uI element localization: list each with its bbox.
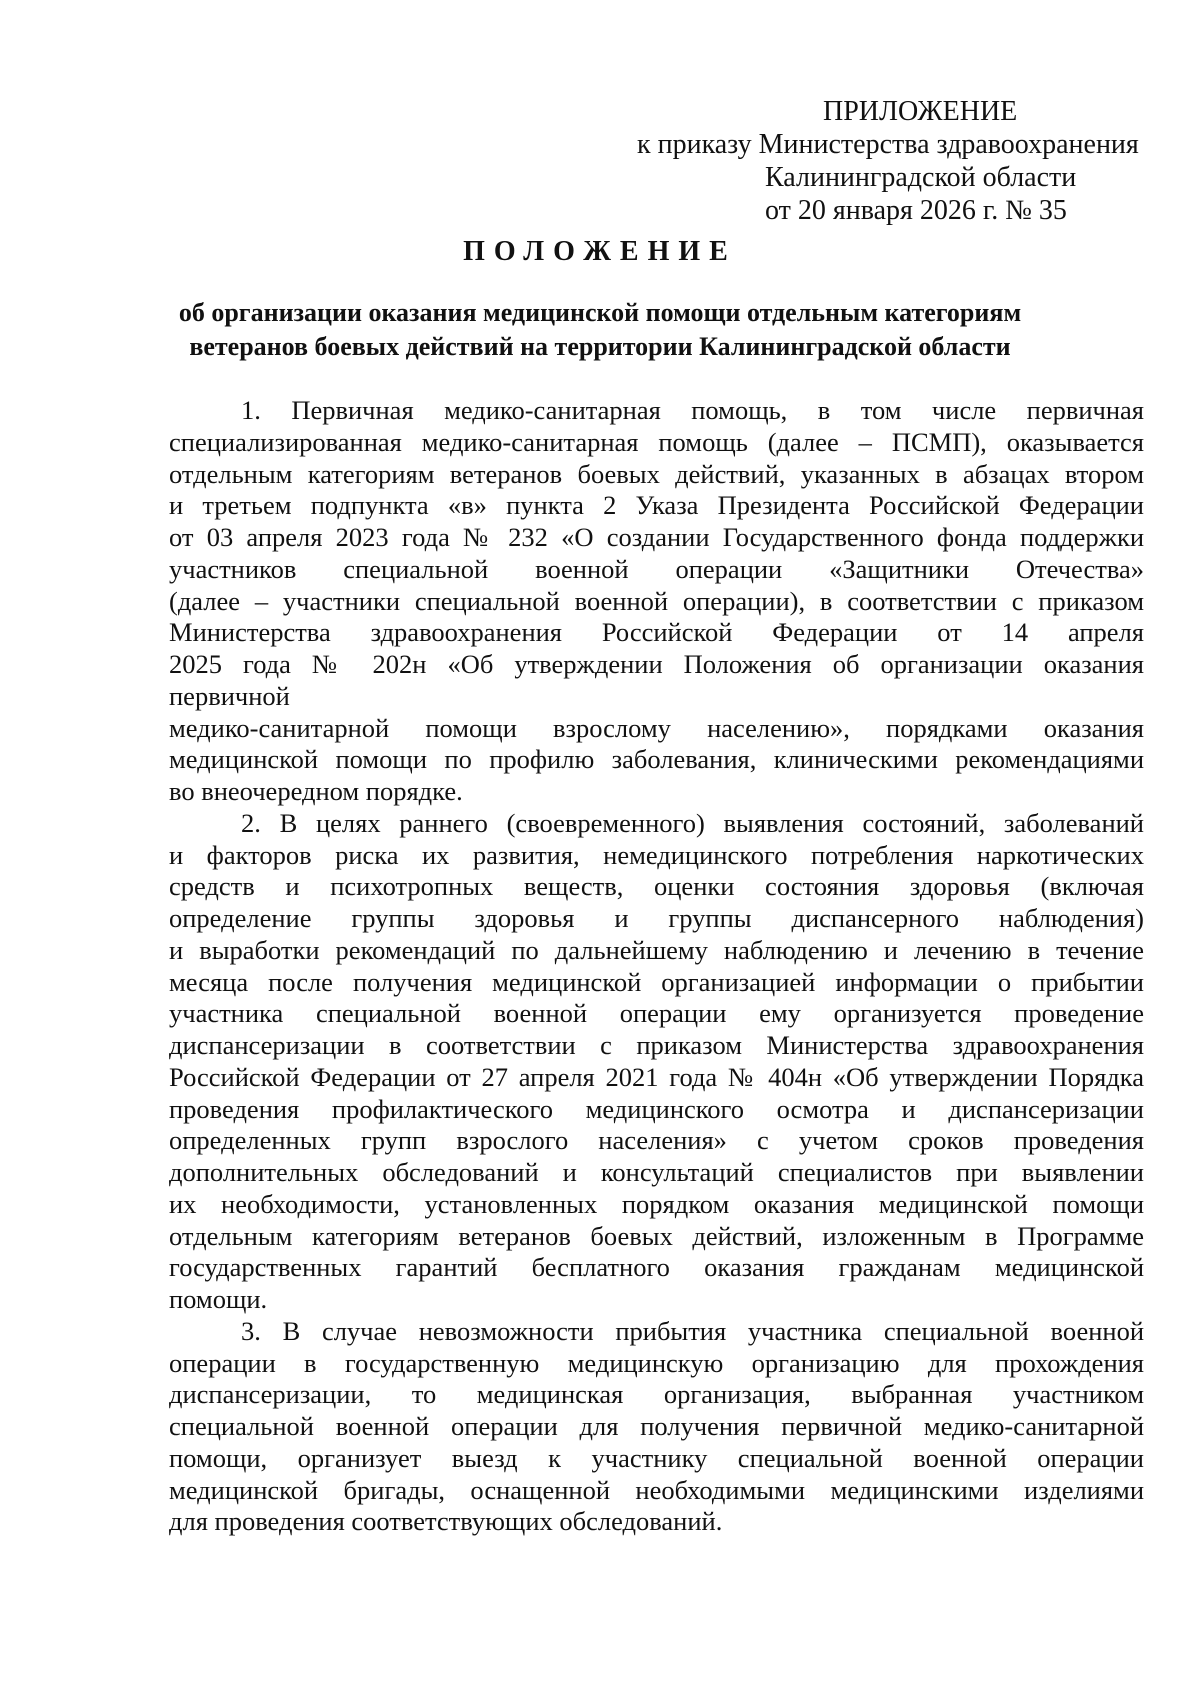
document-subtitle-line-1: об организации оказания медицинской помощи отдельным категориям: [178, 298, 1022, 327]
body-line: диспансеризации, то медицинская организация, выбранная участником: [169, 1379, 1144, 1410]
body-line: месяца после получения медицинской организацией информации о прибытии: [169, 966, 1144, 997]
body-line: участника специальной военной операции ему организуется проведение: [169, 998, 1144, 1029]
body-line: и третьем подпункта «в» пункта 2 Указа Президента Российской Федерации: [169, 490, 1144, 521]
body-line: государственных гарантий бесплатного оказания гражданам медицинской: [169, 1252, 1144, 1283]
body-line: медицинской помощи по профилю заболевания, клиническими рекомендациями: [169, 744, 1144, 775]
body-line: их необходимости, установленных порядком оказания медицинской помощи: [169, 1188, 1144, 1219]
body-line: отдельным категориям ветеранов боевых действий, указанных в абзацах втором: [169, 458, 1144, 489]
order-reference-line: к приказу Министерства здравоохранения: [637, 129, 1139, 160]
order-date-number: от 20 января 2026 г. № 35: [765, 195, 1067, 226]
body-line: (далее – участники специальной военной операции), в соответствии с приказом: [169, 585, 1144, 616]
appendix-label: ПРИЛОЖЕНИЕ: [823, 96, 1018, 127]
body-line: операции в государственную медицинскую организацию для прохождения: [169, 1347, 1144, 1378]
body-line: Министерства здравоохранения Российской Федерации от 14 апреля: [169, 617, 1144, 648]
body-line: и выработки рекомендаций по дальнейшему наблюдению и лечению в течение: [169, 934, 1144, 965]
body-line: медицинской бригады, оснащенной необходимыми медицинскими изделиями: [169, 1474, 1144, 1505]
body-line: первичной: [169, 680, 290, 711]
body-line: медико-санитарной помощи взрослому населению», порядками оказания: [169, 712, 1144, 743]
body-line: диспансеризации в соответствии с приказом Министерства здравоохранения: [169, 1030, 1144, 1060]
body-line: проведения профилактического медицинского осмотра и диспансеризации: [169, 1093, 1144, 1124]
body-line: помощи.: [169, 1284, 268, 1314]
body-line: для проведения соответствующих обследований.: [169, 1506, 723, 1537]
body-line: от 03 апреля 2023 года № 232 «О создании Государственного фонда поддержки: [169, 522, 1144, 552]
body-line: и факторов риска их развития, немедицинского потребления наркотических: [169, 839, 1144, 870]
body-line: 2025 года № 202н «Об утверждении Положения об организации оказания: [169, 649, 1144, 679]
body-line: Российской Федерации от 27 апреля 2021 года № 404н «Об утверждении Порядка: [169, 1061, 1144, 1092]
body-line: средств и психотропных веществ, оценки состояния здоровья (включая: [169, 871, 1144, 902]
document-subtitle-line-2: ветеранов боевых действий на территории Калининградской области: [189, 332, 1011, 361]
body-line: специальной военной операции для получения первичной медико-санитарной: [169, 1411, 1144, 1441]
body-line: участников специальной военной операции «Защитники Отечества»: [169, 553, 1144, 584]
body-line: определение группы здоровья и группы диспансерного наблюдения): [169, 903, 1144, 933]
body-line: 2. В целях раннего (своевременного) выявления состояний, заболеваний: [241, 807, 1144, 838]
region-line: Калининградской области: [765, 162, 1077, 193]
body-line: дополнительных обследований и консультаций специалистов при выявлении: [169, 1157, 1144, 1187]
document-body: [169, 395, 1144, 1538]
body-line: помощи, организует выезд к участнику специальной военной операции: [169, 1442, 1144, 1473]
body-line: 1. Первичная медико-санитарная помощь, в том числе первичная: [241, 395, 1144, 425]
body-line: во внеочередном порядке.: [169, 776, 463, 806]
body-line: специализированная медико-санитарная помощь (далее – ПСМП), оказывается: [169, 426, 1144, 457]
body-line: определенных групп взрослого населения» с учетом сроков проведения: [169, 1125, 1144, 1156]
body-line: отдельным категориям ветеранов боевых действий, изложенным в Программе: [169, 1220, 1144, 1251]
body-line: 3. В случае невозможности прибытия участника специальной военной: [241, 1315, 1144, 1346]
document-title: ПОЛОЖЕНИЕ: [463, 236, 737, 267]
